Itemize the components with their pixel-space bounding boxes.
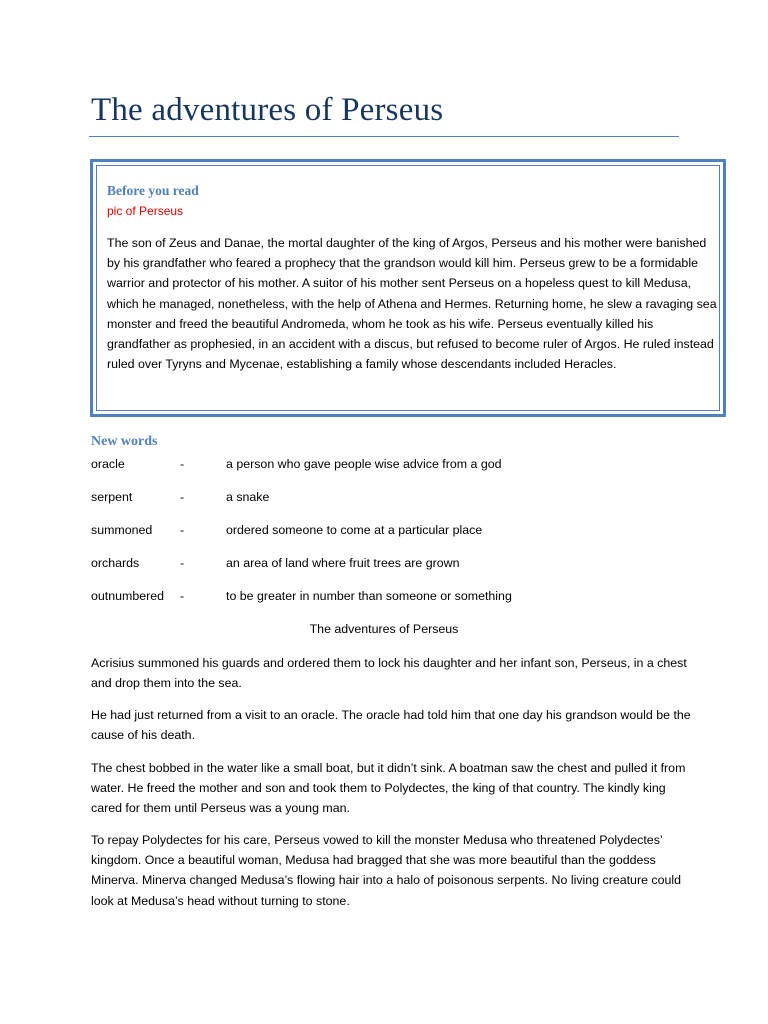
title-divider (89, 136, 679, 137)
vocab-dash: - (180, 556, 185, 570)
story-title: The adventures of Perseus (309, 622, 459, 636)
story-paragraph: To repay Polydectes for his care, Perseus vowed to kill the monster Medusa who threatened Polydectes’ kingdom. Once a beautiful woman, Medusa had bragged that she was more beautiful than the goddess Minerva. Minerva changed Medusa’s flowing hair into a halo of poisonous serpents. No living creature could look at Medusa’s head without turning to stone. (91, 833, 682, 908)
pic-placeholder-note: pic of Perseus (107, 204, 184, 218)
vocab-dash: - (180, 589, 185, 603)
vocab-term: orchards (91, 556, 140, 570)
vocab-dash: - (180, 490, 185, 504)
page-title: The adventures of Perseus (91, 92, 444, 128)
vocab-dash: - (180, 523, 185, 537)
vocab-definition: a snake (226, 490, 270, 504)
vocab-definition: to be greater in number than someone or something (226, 589, 512, 603)
story-paragraph: He had just returned from a visit to an oracle. The oracle had told him that one day his grandson would be the cause of his death. (91, 708, 691, 743)
vocab-term: summoned (91, 523, 153, 537)
vocab-term: oracle (91, 457, 125, 471)
vocab-definition: ordered someone to come at a particular place (226, 523, 483, 537)
new-words-heading: New words (91, 434, 158, 449)
story-paragraph: The chest bobbed in the water like a small boat, but it didn’t sink. A boatman saw the chest and pulled it from water. He freed the mother and son and took them to Polydectes, the king of that country. The kindly king cared for them until Perseus was a young man. (91, 761, 686, 816)
vocab-term: serpent (91, 490, 133, 504)
before-you-read-heading: Before you read (107, 183, 199, 198)
vocab-definition: an area of land where fruit trees are grown (226, 556, 460, 570)
vocab-term: outnumbered (91, 589, 165, 603)
story-paragraph: Acrisius summoned his guards and ordered them to lock his daughter and her infant son, Perseus, in a chest and drop them into the sea. (91, 656, 687, 691)
vocab-definition: a person who gave people wise advice from a god (226, 457, 502, 471)
vocab-dash: - (180, 457, 185, 471)
summary-paragraph: The son of Zeus and Danae, the mortal daughter of the king of Argos, Perseus and his mother were banished by his grandfather who feared a prophecy that the grandson would kill him. Perseus grew to be a formidable warrior and protector of his mother. A suitor of his mother sent Perseus on a hopeless quest to kill Medusa, which he managed, nonetheless, with the help of Athena and Hermes. Returning home, he slew a ravaging sea monster and freed the beautiful Andromeda, whom he took as his wife. Perseus eventually killed his grandfather as prophesied, in an accident with a discus, but refused to become ruler of Argos. He ruled instead ruled over Tyryns and Mycenae, establishing a family whose descendants included Heracles. (107, 236, 717, 372)
